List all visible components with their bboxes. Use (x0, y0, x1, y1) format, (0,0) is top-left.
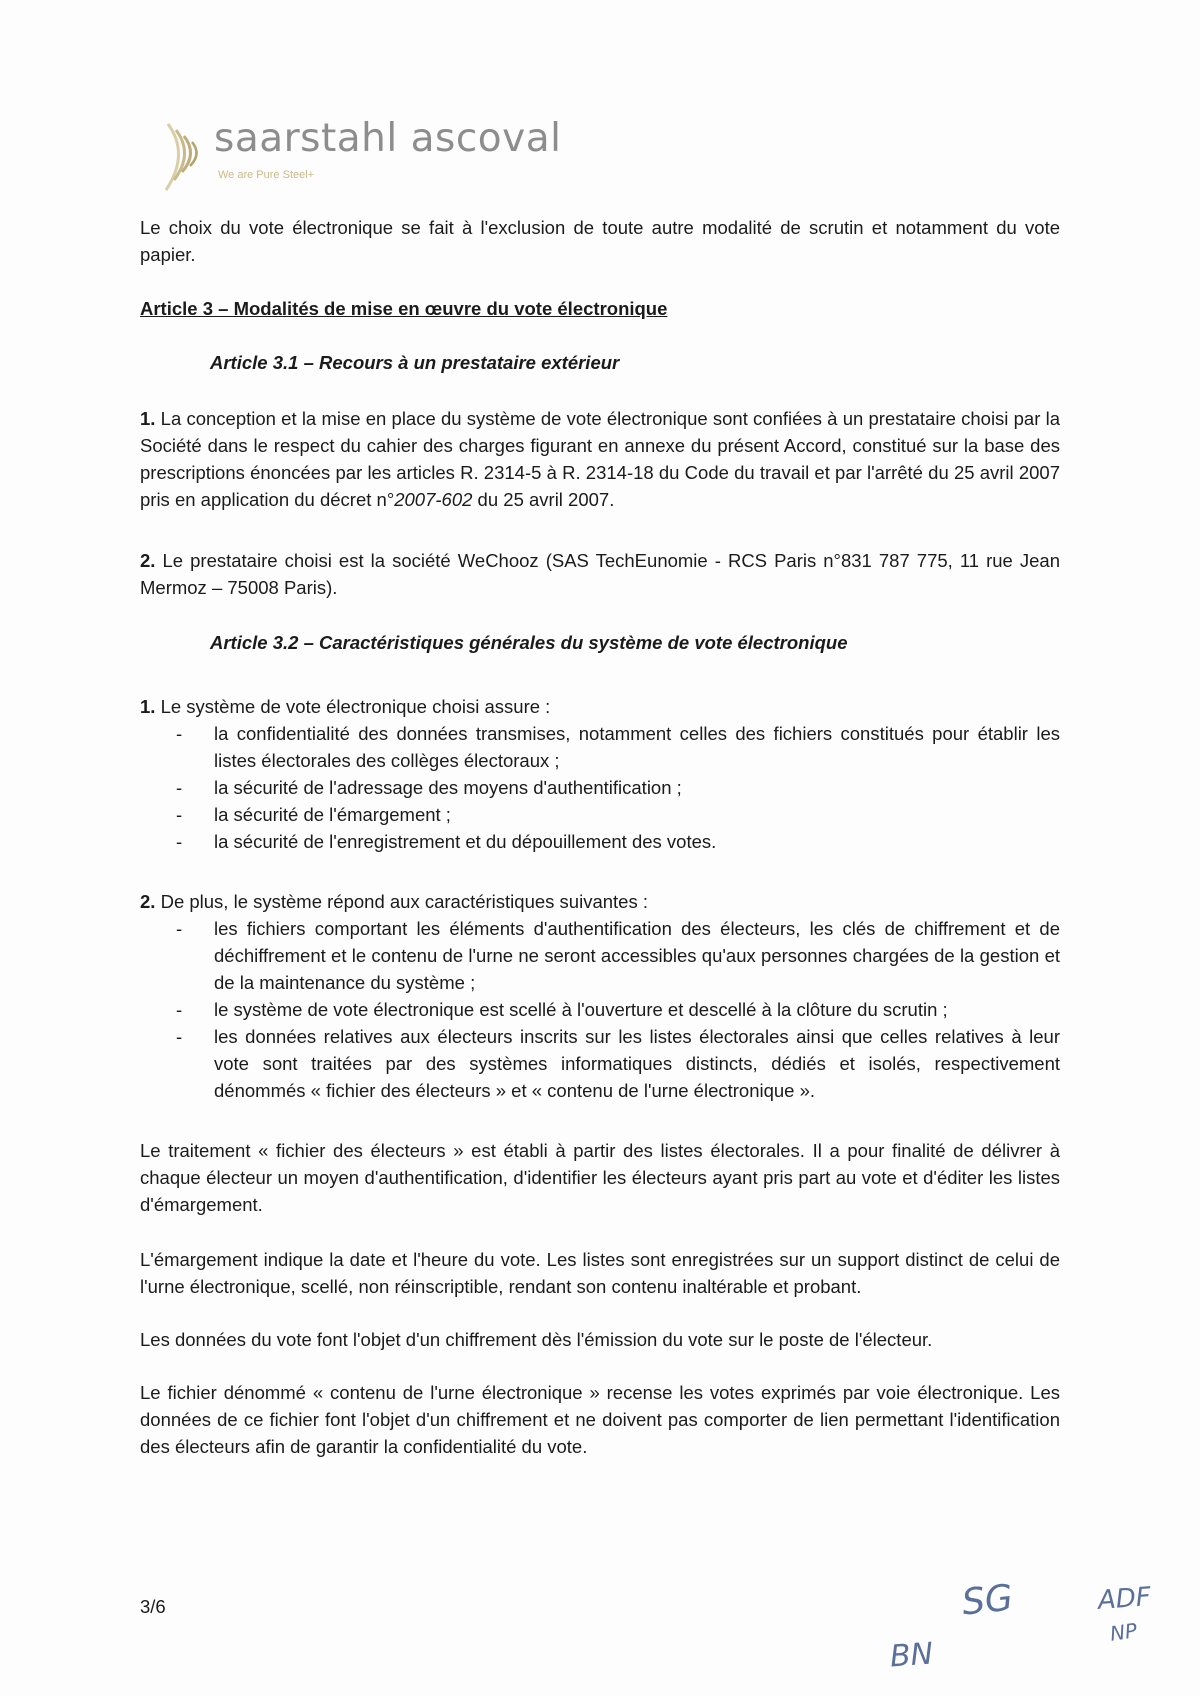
list-item: - les fichiers comportant les éléments d'authentification des électeurs, les clés de chiffrement et de déchiffrement et le contenu de l'urne ne seront accessibles qu'aux personnes chargées de la gestion et de la maintenance du système ; (140, 915, 1060, 996)
decree-number: 2007-602 (394, 489, 473, 510)
paragraph-text: La conception et la mise en place du système de vote électronique sont confiées à un prestataire choisi par la Société dans le respect du cahier des charges figurant en annexe du présent Accord, constitué sur la base des prescriptions énoncées par les articles R. 2314-5 à R. 2314-18 du Code du travail et par l'arrêté du 25 avril 2007 pris en application du décret n° (140, 408, 1060, 510)
intro-paragraph: Le choix du vote électronique se fait à l'exclusion de toute autre modalité de scrutin et notamment du vote papier. (140, 217, 1060, 265)
paragraph-number: 1. (140, 696, 156, 717)
paragraph-number: 1. (140, 408, 156, 429)
logo-tagline: We are Pure Steel+ (218, 169, 315, 181)
list-item: - le système de vote électronique est scellé à l'ouverture et descellé à la clôture du scrutin ; (140, 996, 1060, 1023)
characteristics-list (140, 915, 1060, 1104)
handwritten-initials-adf: ADF (1097, 1582, 1152, 1616)
list-item: - les données relatives aux électeurs inscrits sur les listes électorales ainsi que celles relatives à leur vote sont traitées par des systèmes informatiques distincts, dédiés et isolés, respectivement dénommés « fichier des électeurs » et « contenu de l'urne électronique ». (140, 1023, 1060, 1104)
logo-name: saarstahl ascoval (214, 116, 562, 161)
list-item: - la confidentialité des données transmises, notamment celles des fichiers constitués pour établir les listes électorales des collèges électoraux ; (140, 720, 1060, 774)
handwritten-initials-sg: SG (959, 1577, 1015, 1624)
article-3-1-paragraph-1 (140, 405, 1060, 513)
paragraph-text: Le système de vote électronique choisi assure : (160, 696, 551, 717)
article-3-2-paragraph-1 (140, 693, 1060, 720)
paragraph-emargement: L'émargement indique la date et l'heure du vote. Les listes sont enregistrées sur un support distinct de celui de l'urne électronique, scellé, non réinscriptible, rendant son contenu inaltérable et probant. (140, 1249, 1060, 1297)
logo-arcs-icon (160, 120, 218, 192)
paragraph-number: 2. (140, 891, 156, 912)
article-3-1-heading: Article 3.1 – Recours à un prestataire extérieur (210, 352, 620, 373)
list-item: - la sécurité de l'émargement ; (140, 801, 1060, 828)
paragraph-text: De plus, le système répond aux caractéristiques suivantes : (160, 891, 648, 912)
article-3-1-paragraph-2 (140, 547, 1060, 601)
handwritten-initials-np: NP (1108, 1618, 1139, 1646)
article-3-2-paragraph-2 (140, 888, 1060, 915)
list-item: - la sécurité de l'enregistrement et du dépouillement des votes. (140, 828, 1060, 855)
paragraph-text-end: du 25 avril 2007. (472, 489, 615, 510)
company-logo (160, 112, 562, 192)
paragraph-traitement: Le traitement « fichier des électeurs » est établi à partir des listes électorales. Il a pour finalité de délivrer à chaque électeur un moyen d'authentification, d'identifier les électeurs ayant pris part au vote et d'éditer les listes d'émargement. (140, 1140, 1060, 1215)
paragraph-number: 2. (140, 550, 156, 571)
list-item: - la sécurité de l'adressage des moyens d'authentification ; (140, 774, 1060, 801)
guarantees-list (140, 720, 1060, 855)
paragraph-fichier-urne: Le fichier dénommé « contenu de l'urne électronique » recense les votes exprimés par voie électronique. Les données de ce fichier font l'objet d'un chiffrement et ne doivent pas comporter de lien permettant l'identification des électeurs afin de garantir la confidentialité du vote. (140, 1382, 1060, 1457)
paragraph-donnees-vote: Les données du vote font l'objet d'un chiffrement dès l'émission du vote sur le poste de l'électeur. (140, 1329, 933, 1350)
paragraph-text: Le prestataire choisi est la société WeChooz (SAS TechEunomie - RCS Paris n°831 787 775, 11 rue Jean Mermoz – 75008 Paris). (140, 550, 1061, 598)
handwritten-initials-bn: BN (888, 1636, 935, 1675)
article-3-heading: Article 3 – Modalités de mise en œuvre du vote électronique (140, 298, 668, 319)
page-number: 3/6 (140, 1596, 166, 1617)
article-3-2-heading: Article 3.2 – Caractéristiques générales du système de vote électronique (210, 632, 848, 653)
